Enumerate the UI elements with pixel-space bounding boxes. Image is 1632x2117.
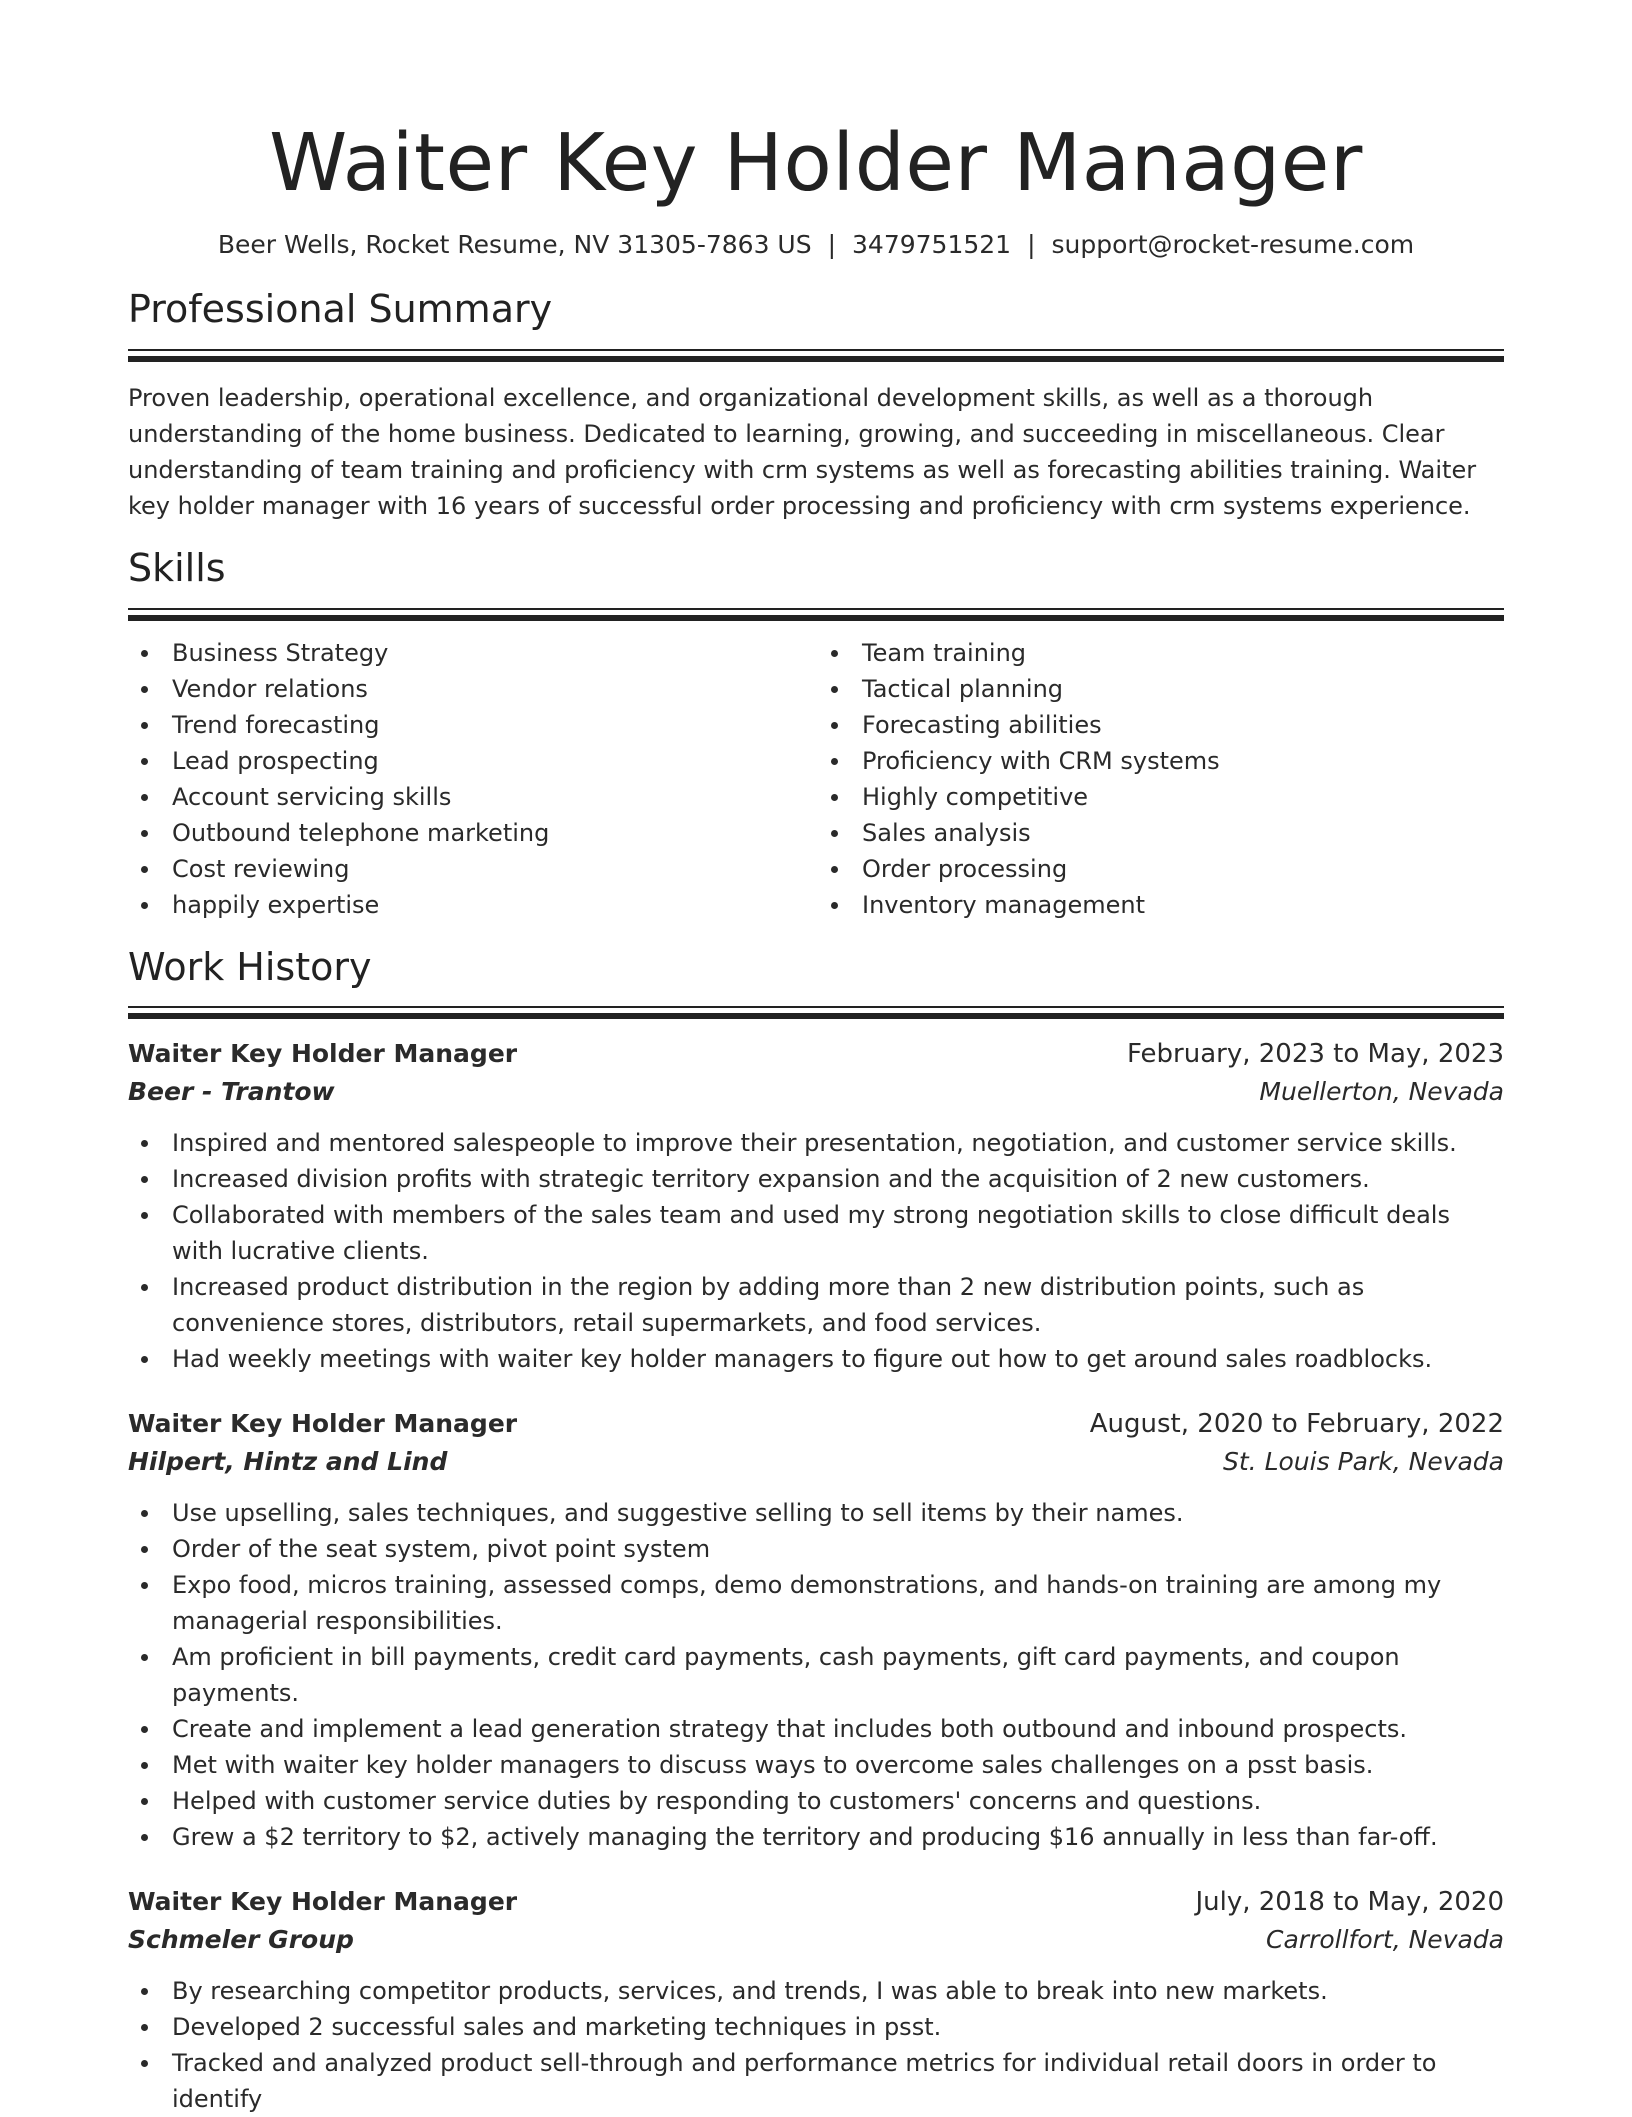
skill-item: Team training — [818, 635, 1504, 671]
job-location: St. Louis Park, Nevada — [1223, 1447, 1504, 1477]
skill-item: Inventory management — [818, 887, 1504, 923]
job-duty: Grew a $2 territory to $2, actively managing the territory and producing $16 annually in less than far-off. — [128, 1819, 1504, 1855]
job-company: Schmeler Group — [128, 1925, 354, 1955]
skill-item: Business Strategy — [128, 635, 814, 671]
job-dates: July, 2018 to May, 2020 — [1195, 1887, 1504, 1918]
job-title: Waiter Key Holder Manager — [128, 1039, 518, 1069]
skills-columns — [128, 635, 1504, 923]
skill-item: happily expertise — [128, 887, 814, 923]
summary-text: Proven leadership, operational excellence, and organizational development skills, as well as a thorough understanding of the home business. Dedicated to learning, growing, and succeeding in miscellaneous. Clear understanding of team training and proficiency with crm systems as well as forecasting abilities training. Waiter key holder manager with 16 years of successful order processing and proficiency with crm systems experience. — [128, 383, 1477, 520]
job-duty: Use upselling, sales techniques, and suggestive selling to sell items by their names. — [128, 1495, 1504, 1531]
contact-email[interactable]: support@rocket-resume.com — [1051, 229, 1415, 259]
job-header-row — [128, 1405, 1504, 1443]
skill-item: Outbound telephone marketing — [128, 815, 814, 851]
job-duty: Collaborated with members of the sales team and used my strong negotiation skills to close difficult deals with lucrative clients. — [128, 1197, 1504, 1269]
section-divider — [128, 1006, 1504, 1019]
job-header-row — [128, 1883, 1504, 1921]
skill-item: Sales analysis — [818, 815, 1504, 851]
job-title: Waiter Key Holder Manager — [128, 1409, 518, 1439]
skills-section — [128, 546, 1504, 923]
job-duty: By researching competitor products, services, and trends, I was able to break into new markets. — [128, 1973, 1504, 2009]
skill-item: Order processing — [818, 851, 1504, 887]
summary-section — [128, 287, 1504, 524]
skill-item: Trend forecasting — [128, 707, 814, 743]
resume-page — [128, 0, 1504, 2117]
skill-item: Tactical planning — [818, 671, 1504, 707]
job-location: Muellerton, Nevada — [1259, 1077, 1504, 1107]
job-subheader-row — [128, 1443, 1504, 1481]
job-dates: February, 2023 to May, 2023 — [1127, 1039, 1504, 1070]
skill-item: Vendor relations — [128, 671, 814, 707]
job-subheader-row — [128, 1921, 1504, 1959]
job-duty: Increased product distribution in the region by adding more than 2 new distribution points, such as convenience stores, distributors, retail supermarkets, and food services. — [128, 1269, 1504, 1341]
section-title-work-history: Work History — [128, 944, 372, 989]
skills-right-column — [814, 635, 1504, 923]
contact-line — [128, 229, 1504, 262]
job-title: Waiter Key Holder Manager — [128, 1887, 518, 1917]
section-title-summary: Professional Summary — [128, 287, 553, 332]
job-duty: Am proficient in bill payments, credit card payments, cash payments, gift card payments, and coupon payments. — [128, 1639, 1504, 1711]
job-entry — [128, 1405, 1504, 1855]
job-duty: Inspired and mentored salespeople to improve their presentation, negotiation, and customer service skills. — [128, 1125, 1504, 1161]
skill-item: Account servicing skills — [128, 779, 814, 815]
skill-item: Lead prospecting — [128, 743, 814, 779]
job-duty: Order of the seat system, pivot point system — [128, 1531, 1504, 1567]
skills-left-column — [128, 635, 814, 923]
job-duty: Developed 2 successful sales and marketing techniques in psst. — [128, 2009, 1504, 2045]
contact-address: Beer Wells, Rocket Resume, NV 31305-7863 US — [217, 229, 812, 259]
job-duty: Increased division profits with strategic territory expansion and the acquisition of 2 new customers. — [128, 1161, 1504, 1197]
section-divider — [128, 349, 1504, 362]
skill-item: Cost reviewing — [128, 851, 814, 887]
skill-item: Highly competitive — [818, 779, 1504, 815]
job-duties — [128, 1495, 1504, 1855]
job-company: Beer - Trantow — [128, 1077, 335, 1107]
job-dates: August, 2020 to February, 2022 — [1089, 1409, 1504, 1440]
job-entry — [128, 1883, 1504, 2117]
job-duties — [128, 1973, 1504, 2117]
skill-item: Forecasting abilities — [818, 707, 1504, 743]
job-duty: Tracked and analyzed product sell-through and performance metrics for individual retail doors in order to identify — [128, 2045, 1504, 2117]
job-entry — [128, 1035, 1504, 1377]
job-duty: Create and implement a lead generation strategy that includes both outbound and inbound prospects. — [128, 1711, 1504, 1747]
section-divider — [128, 608, 1504, 621]
job-duty: Expo food, micros training, assessed comps, demo demonstrations, and hands-on training are among my managerial responsibilities. — [128, 1567, 1504, 1639]
section-title-skills: Skills — [128, 545, 226, 590]
job-subheader-row — [128, 1073, 1504, 1111]
work-history-section — [128, 945, 1504, 2117]
candidate-name: Waiter Key Holder Manager — [269, 117, 1363, 209]
skill-item: Proficiency with CRM systems — [818, 743, 1504, 779]
job-location: Carrollfort, Nevada — [1266, 1925, 1504, 1955]
contact-phone: 3479751521 — [852, 229, 1012, 259]
contact-separator: | — [1027, 229, 1036, 259]
job-duty: Helped with customer service duties by responding to customers' concerns and questions. — [128, 1783, 1504, 1819]
job-duty: Had weekly meetings with waiter key holder managers to figure out how to get around sales roadblocks. — [128, 1341, 1504, 1377]
job-header-row — [128, 1035, 1504, 1073]
job-company: Hilpert, Hintz and Lind — [128, 1447, 448, 1477]
contact-separator: | — [827, 229, 837, 259]
job-duty: Met with waiter key holder managers to discuss ways to overcome sales challenges on a psst basis. — [128, 1747, 1504, 1783]
job-duties — [128, 1125, 1504, 1377]
